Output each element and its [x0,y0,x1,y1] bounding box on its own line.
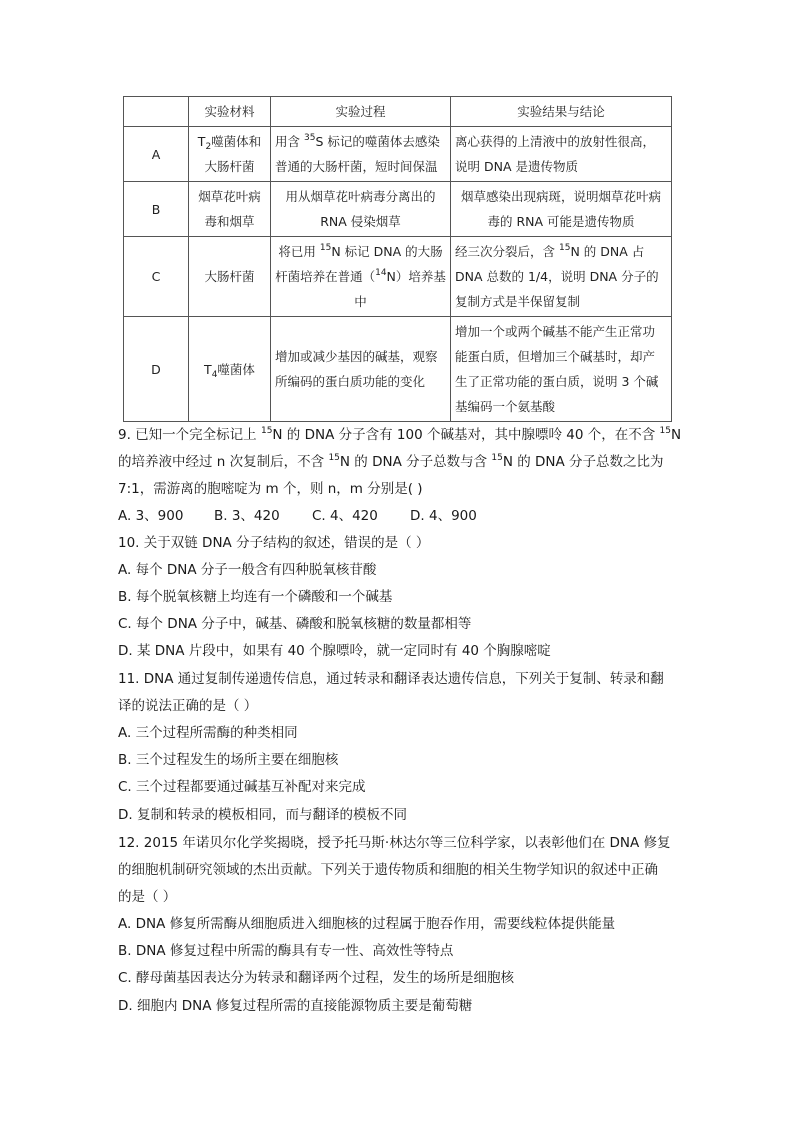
result-cell: 离心获得的上清液中的放射性很高，说明 DNA 是遗传物质 [451,127,672,182]
q12-option-b[interactable]: B. DNA 修复过程中所需的酶具有专一性、高效性等特点 [118,943,454,959]
q12-stem-line-2: 的细胞机制研究领域的杰出贡献。下列关于遗传物质和细胞的相关生物学知识的叙述中正确 [118,862,658,878]
q9-options [118,503,678,530]
q11-option-d[interactable]: D. 复制和转录的模板相同，而与翻译的模板不同 [118,807,407,823]
q9-option-c[interactable]: C. 4、420 [312,508,378,524]
q11-stem-line-2: 译的说法正确的是（ ） [118,698,258,714]
q12-option-d[interactable]: D. 细胞内 DNA 修复过程所需的直接能源物质主要是葡萄糖 [118,998,473,1014]
q9-stem-line-3: 7:1，需游离的胞嘧啶为 m 个，则 n，m 分别是( ) [118,481,423,497]
process-cell: 将已用 $^{15}$N 标记 DNA 的大肠杆菌培养在普通（$^{14}$N）培养基中 [271,237,451,317]
q9-stem-line-2: 的培养液中经过 n 次复制后，不含 $^{15}$N 的 DNA 分子总数与含 $^{15}$N 的 DNA 分子总数之比为 [118,453,664,470]
header-cell-label [124,97,189,127]
q11-stem-line-1: 11. DNA 通过复制传递遗传信息，通过转录和翻译表达遗传信息，下列关于复制、转录和翻 [118,671,664,687]
process-cell: 用从烟草花叶病毒分离出的 RNA 侵染烟草 [271,182,451,237]
q9-option-a[interactable]: A. 3、900 [118,508,184,524]
experiment-table [123,96,672,422]
q9-stem-line-1: 9. 已知一个完全标记上 $^{15}$N 的 DNA 分子含有 100 个碱基对，其中腺嘌呤 40 个，在不含 $^{15}$N [118,426,682,443]
material-cell: $T_4$噬菌体 [189,317,271,422]
table-row [124,182,672,237]
q11-option-c[interactable]: C. 三个过程都要通过碱基互补配对来完成 [118,779,366,795]
row-label: C [124,237,189,317]
q11-option-a[interactable]: A. 三个过程所需酶的种类相同 [118,725,298,741]
material-cell: $T_2$噬菌体和大肠杆菌 [189,127,271,182]
q12-stem-line-1: 12. 2015 年诺贝尔化学奖揭晓，授予托马斯·林达尔等三位科学家，以表彰他们在 DNA 修复 [118,835,671,851]
row-label: B [124,182,189,237]
q10-option-a[interactable]: A. 每个 DNA 分子一般含有四种脱氧核苷酸 [118,562,377,578]
material-cell: 大肠杆菌 [189,237,271,317]
table-row [124,237,672,317]
table-header-row [124,97,672,127]
table-row [124,127,672,182]
q9-option-b[interactable]: B. 3、420 [214,508,280,524]
q12-option-c[interactable]: C. 酵母菌基因表达分为转录和翻译两个过程，发生的场所是细胞核 [118,970,515,986]
q10-option-c[interactable]: C. 每个 DNA 分子中，碱基、磷酸和脱氧核糖的数量都相等 [118,616,472,632]
q10-option-b[interactable]: B. 每个脱氧核糖上均连有一个磷酸和一个碱基 [118,589,393,605]
q9-option-d[interactable]: D. 4、900 [410,508,477,524]
table-row [124,317,672,422]
header-cell-process: 实验过程 [271,97,451,127]
header-cell-material: 实验材料 [189,97,271,127]
result-cell: 经三次分裂后，含 $^{15}$N 的 DNA 占 DNA 总数的 1/4，说明 DNA 分子的复制方式是半保留复制 [451,237,672,317]
row-label: A [124,127,189,182]
result-cell: 烟草感染出现病斑，说明烟草花叶病毒的 RNA 可能是遗传物质 [451,182,672,237]
process-cell: 用含 $^{35}$S 标记的噬菌体去感染普通的大肠杆菌，短时间保温 [271,127,451,182]
material-cell: 烟草花叶病毒和烟草 [189,182,271,237]
q10-option-d[interactable]: D. 某 DNA 片段中，如果有 40 个腺嘌呤，就一定同时有 40 个胸腺嘧啶 [118,643,551,659]
row-label: D [124,317,189,422]
q12-option-a[interactable]: A. DNA 修复所需酶从细胞质进入细胞核的过程属于胞吞作用，需要线粒体提供能量 [118,916,616,932]
header-cell-result: 实验结果与结论 [451,97,672,127]
q10-stem: 10. 关于双链 DNA 分子结构的叙述，错误的是（ ） [118,535,430,551]
q11-option-b[interactable]: B. 三个过程发生的场所主要在细胞核 [118,752,339,768]
process-cell: 增加或减少基因的碱基，观察所编码的蛋白质功能的变化 [271,317,451,422]
q12-stem-line-3: 的是（ ） [118,889,177,905]
result-cell: 增加一个或两个碱基不能产生正常功能蛋白质，但增加三个碱基时，却产生了正常功能的蛋白质，说明 3 个碱基编码一个氨基酸 [451,317,672,422]
